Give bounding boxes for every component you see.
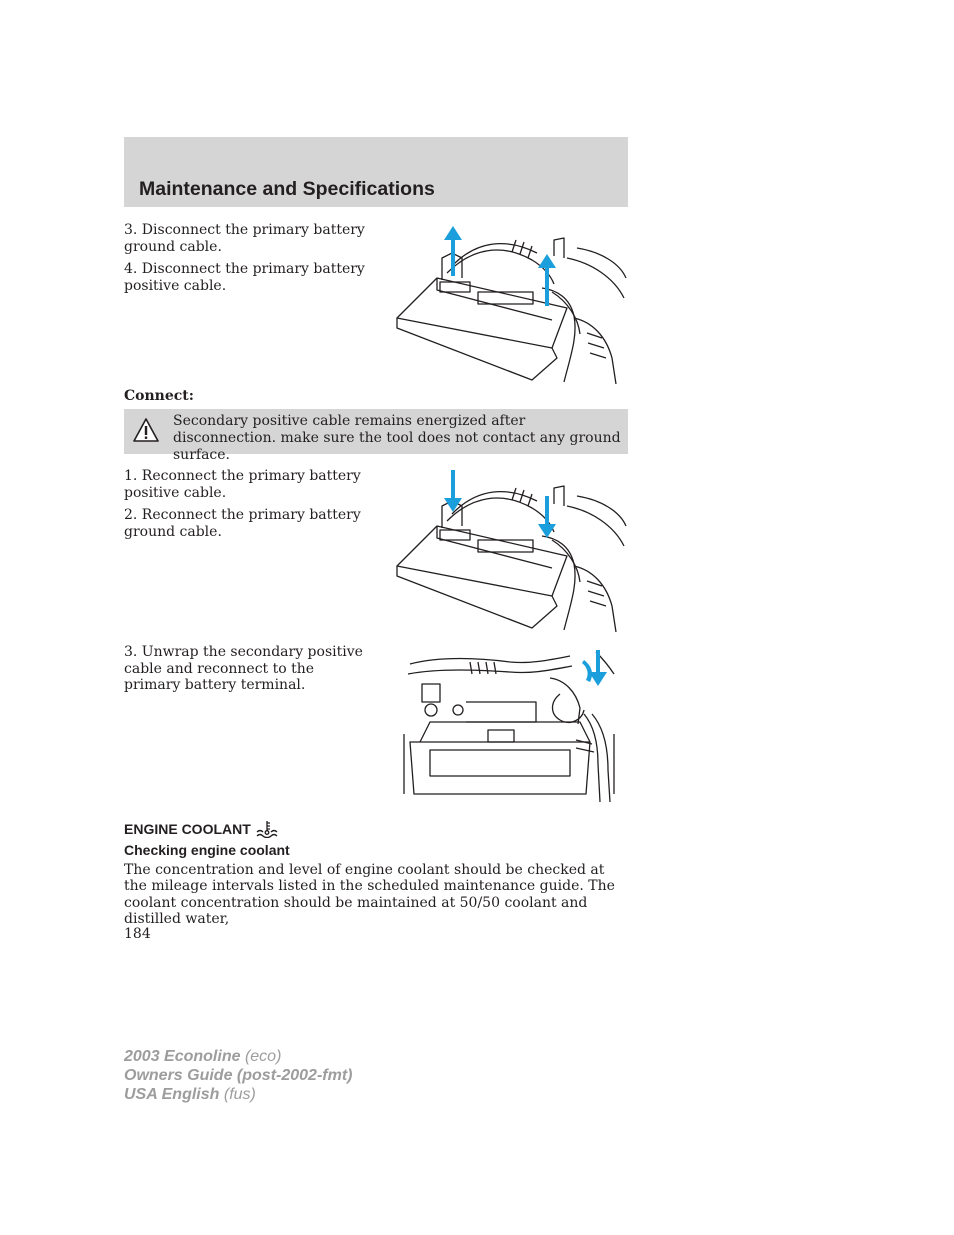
- footer-line-3: [124, 1085, 352, 1104]
- battery-disconnect-illustration: [392, 218, 628, 384]
- warning-text: Secondary positive cable remains energized after disconnection. make sure the tool does not contact any ground surface.: [173, 413, 621, 463]
- disconnect-step-4: 4. Disconnect the primary battery positive cable.: [124, 261, 365, 294]
- connect-label: Connect:: [124, 388, 194, 404]
- footer-line-2: [124, 1066, 352, 1085]
- section-header-band: [124, 137, 628, 207]
- footer-model: 2003 Econoline: [124, 1048, 241, 1065]
- footer-language: USA English: [124, 1086, 220, 1103]
- page-number: 184: [124, 926, 151, 942]
- connect-step-2: 2. Reconnect the primary battery ground cable.: [124, 507, 361, 540]
- footer-line-1: [124, 1047, 352, 1066]
- battery-reconnect-illustration: [392, 466, 628, 632]
- footer-language-code: (fus): [223, 1086, 256, 1103]
- footer-model-code: (eco): [244, 1048, 282, 1065]
- warning-box: [124, 409, 628, 463]
- connect-step-1: 1. Reconnect the primary battery positive cable.: [124, 468, 361, 501]
- checking-engine-coolant-subheading: Checking engine coolant: [124, 842, 290, 858]
- engine-coolant-heading-text: ENGINE COOLANT: [124, 821, 251, 837]
- page-title: Maintenance and Specifications: [139, 178, 435, 200]
- engine-coolant-icon: [255, 820, 279, 838]
- disconnect-step-3: 3. Disconnect the primary battery ground cable.: [124, 222, 365, 255]
- engine-coolant-heading: [124, 820, 279, 838]
- secondary-cable-illustration: [400, 644, 618, 804]
- coolant-paragraph: The concentration and level of engine coolant should be checked at the mileage intervals listed in the scheduled maintenance guide. The coolant concentration should be maintained at 50/50 coolant and distilled water,: [124, 862, 615, 927]
- footer-guide: Owners Guide (post-2002-fmt): [124, 1067, 353, 1084]
- connect-step-3: 3. Unwrap the secondary positive cable and reconnect to the primary battery terminal.: [124, 644, 363, 693]
- document-footer: [124, 1047, 352, 1104]
- warning-triangle-icon: [132, 417, 160, 443]
